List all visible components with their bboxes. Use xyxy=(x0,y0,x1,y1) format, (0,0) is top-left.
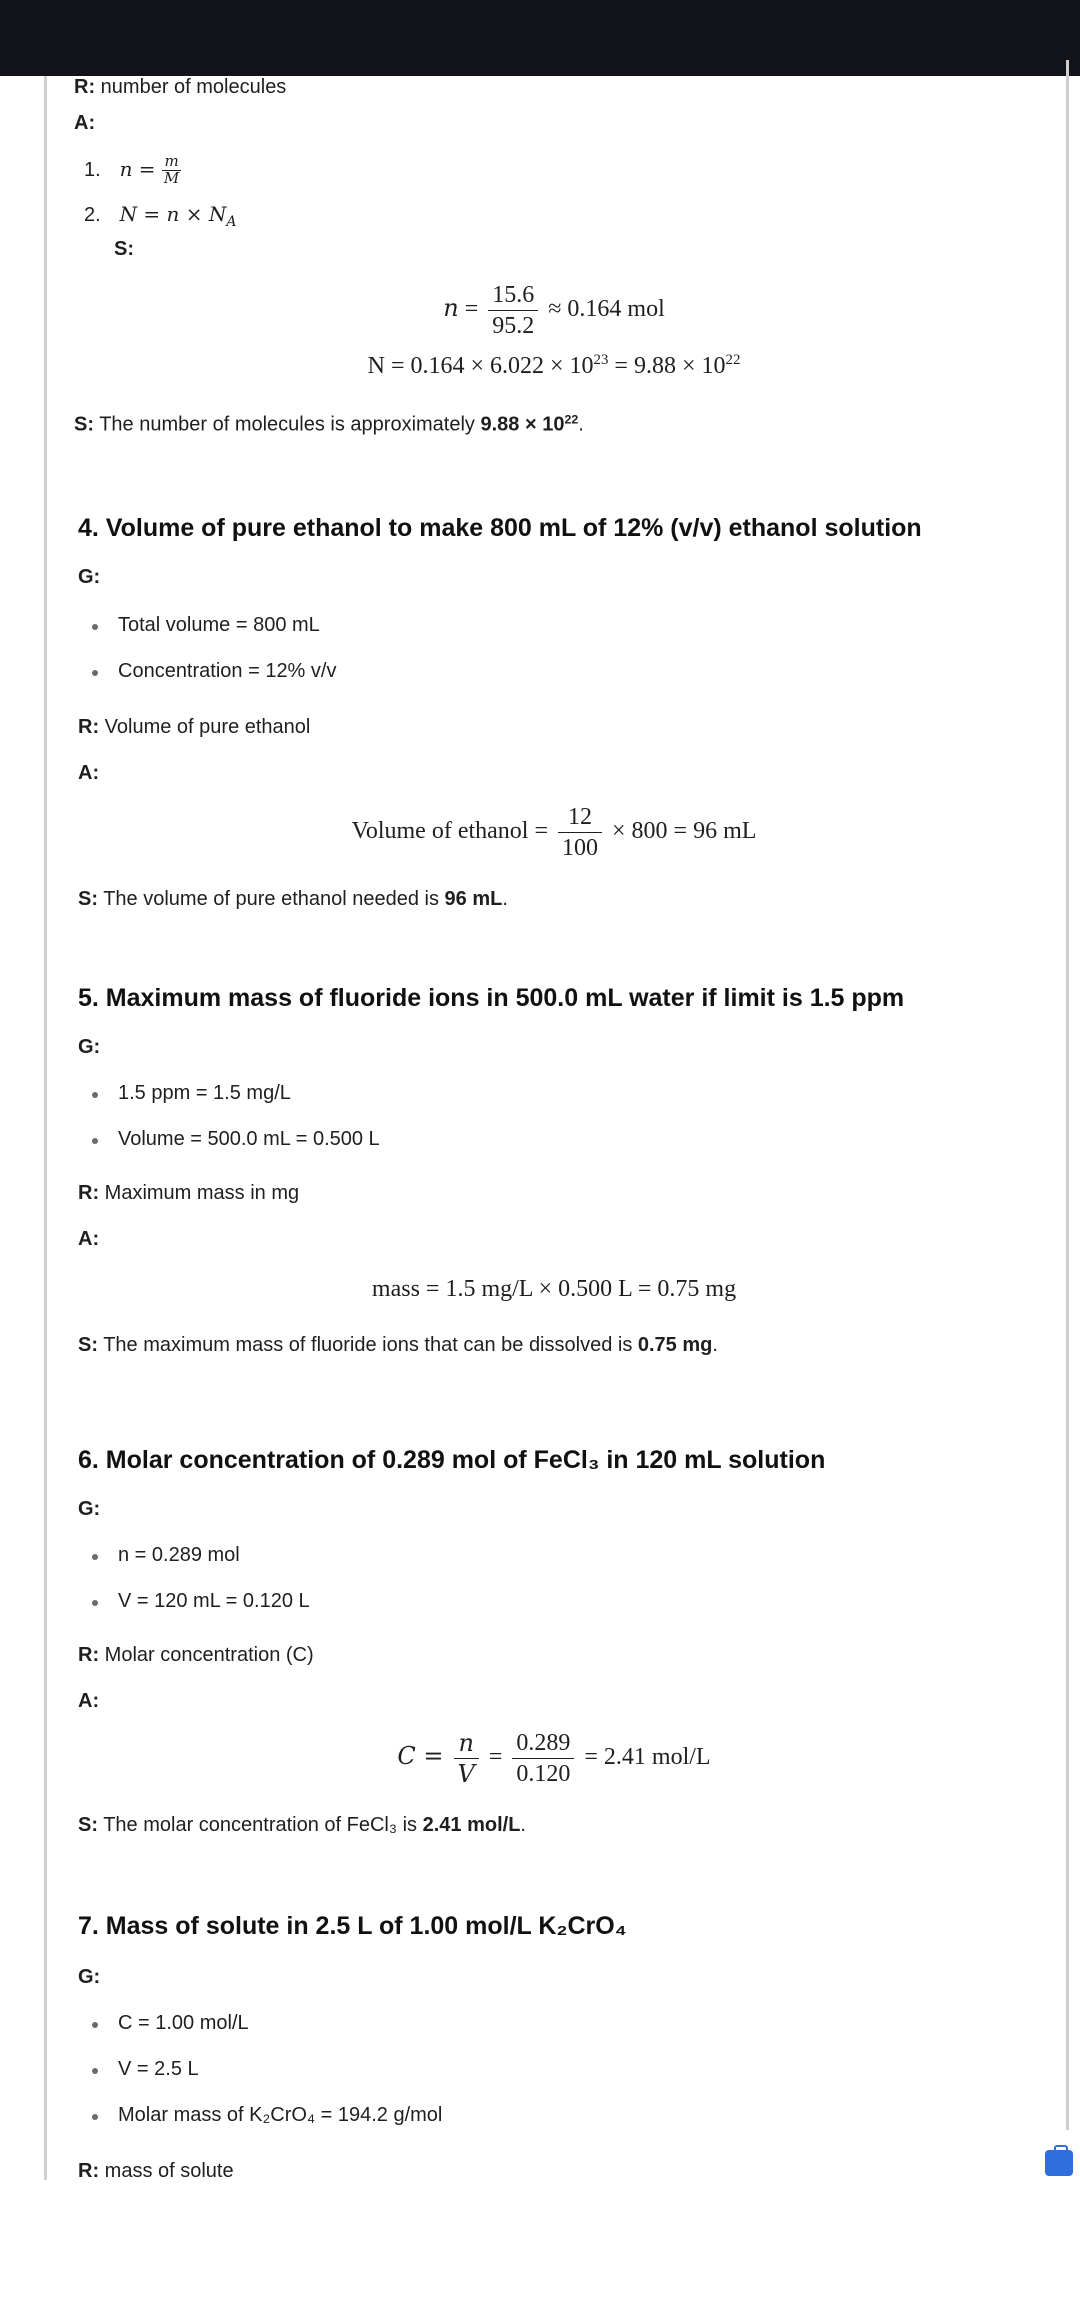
formula-n-m-over-M: n = $\frac{m}{M}$ xyxy=(119,152,180,187)
section-4-heading: 4. Volume of pure ethanol to make 800 mL of 12% (v/v) ethanol solution xyxy=(78,514,922,542)
solution-statement: S: The number of molecules is approximately $9.88 \times 10^{22}$. xyxy=(74,412,584,436)
given-item: 1.5 ppm = 1.5 mg/L xyxy=(118,1082,291,1104)
required-line: R: number of molecules xyxy=(74,76,287,98)
required-line: R: mass of solute xyxy=(78,2160,234,2182)
given-item: Molar mass of K₂CrO₄ = 194.2 g/mol xyxy=(118,2104,443,2126)
equation-molar-concentration: C = $\frac{n}{V}$ = $\frac{0.289}{0.120}$ = 2.41 mol/L xyxy=(397,1729,711,1788)
given-item: Concentration = 12% v/v xyxy=(118,660,337,682)
equation-molecules: $N = 0.164 \times 6.022 \times 10^{23} = 9.88 \times 10^{22}$ xyxy=(367,352,741,379)
analysis-label: A: xyxy=(78,1690,100,1712)
givens-label: G: xyxy=(78,566,101,588)
given-item: C = 1.00 mol/L xyxy=(118,2012,249,2034)
given-item: V = 2.5 L xyxy=(118,2058,199,2080)
analysis-label: A: xyxy=(74,112,96,134)
required-line: R: Maximum mass in mg xyxy=(78,1182,300,1204)
equation-fluoride-mass: mass = 1.5 mg/L × 0.500 L = 0.75 mg xyxy=(371,1276,737,1302)
section-6-heading: 6. Molar concentration of 0.289 mol of FeCl₃ in 120 mL solution xyxy=(78,1446,826,1474)
analysis-label: A: xyxy=(78,762,100,784)
given-item: Total volume = 800 mL xyxy=(118,614,320,636)
required-line: R: Volume of pure ethanol xyxy=(78,716,311,738)
analysis-label: A: xyxy=(78,1228,100,1250)
solution-statement: S: The molar concentration of FeCl₃ is 2.41 mol/L. xyxy=(78,1814,526,1836)
solution-label-inner: S: xyxy=(114,238,134,260)
briefcase-icon[interactable] xyxy=(1045,2150,1073,2176)
top-status-bar xyxy=(0,0,1080,76)
analysis-step-2: 2. $N = n \times N_A$ xyxy=(84,202,237,230)
equation-ethanol-volume: Volume of ethanol = $\frac{12}{100}$ × 800 = 96 mL xyxy=(351,804,757,861)
quote-left-border xyxy=(44,76,47,2180)
givens-label: G: xyxy=(78,1966,101,1988)
givens-label: G: xyxy=(78,1036,101,1058)
solution-statement: S: The maximum mass of fluoride ions that can be dissolved is 0.75 mg. xyxy=(78,1334,718,1356)
given-item: V = 120 mL = 0.120 L xyxy=(118,1590,310,1612)
analysis-step-1: 1. n = $\frac{m}{M}$ xyxy=(84,152,180,187)
given-item: Volume = 500.0 mL = 0.500 L xyxy=(118,1128,380,1150)
formula-N-n-NA: $N = n \times N_A$ xyxy=(119,202,237,230)
required-line: R: Molar concentration (C) xyxy=(78,1644,314,1666)
solution-statement: S: The volume of pure ethanol needed is 96 mL. xyxy=(78,888,508,910)
equation-moles: n = $\frac{15.6}{95.2}$ ≈ 0.164 mol xyxy=(443,282,665,339)
section-5-heading: 5. Maximum mass of fluoride ions in 500.0 mL water if limit is 1.5 ppm xyxy=(78,984,905,1012)
given-item: n = 0.289 mol xyxy=(118,1544,240,1566)
section-7-heading: 7. Mass of solute in 2.5 L of 1.00 mol/L K₂CrO₄ xyxy=(78,1912,627,1940)
givens-label: G: xyxy=(78,1498,101,1520)
scrollbar-track[interactable] xyxy=(1066,60,1069,2130)
